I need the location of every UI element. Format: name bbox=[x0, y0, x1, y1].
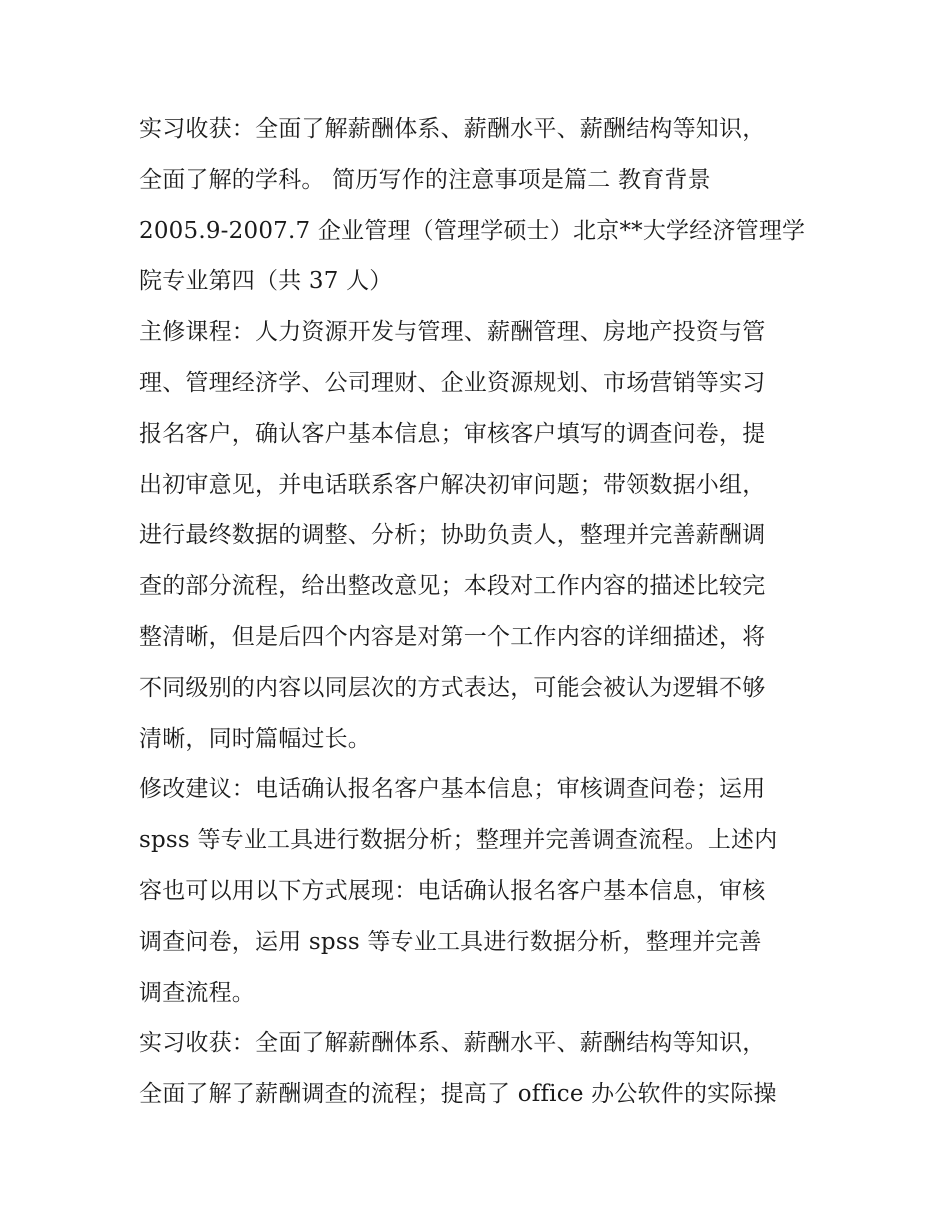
text-line: 清晰，同时篇幅过长。 bbox=[139, 725, 371, 752]
text-line: 整清晰，但是后四个内容是对第一个工作内容的详细描述，将 bbox=[139, 623, 766, 650]
text-line: 出初审意见，并电话联系客户解决初审问题；带领数据小组， bbox=[139, 471, 766, 498]
text-line: 调查流程。 bbox=[139, 979, 255, 1006]
text-line: 调查问卷，运用 spss 等专业工具进行数据分析，整理并完善 bbox=[139, 928, 762, 955]
text-line: 实习收获：全面了解薪酬体系、薪酬水平、薪酬结构等知识， bbox=[139, 1030, 766, 1057]
text-line: 不同级别的内容以同层次的方式表达，可能会被认为逻辑不够 bbox=[139, 674, 766, 701]
text-line: 院专业第四（共 37 人） bbox=[139, 268, 393, 295]
text-line: 查的部分流程，给出整改意见；本段对工作内容的描述比较完 bbox=[139, 573, 766, 600]
text-line: 进行最终数据的调整、分析；协助负责人，整理并完善薪酬调 bbox=[139, 522, 766, 549]
text-line: 2005.9-2007.7 企业管理（管理学硕士）北京**大学经济管理学 bbox=[139, 217, 806, 244]
text-line: 报名客户，确认客户基本信息；审核客户填写的调查问卷，提 bbox=[139, 420, 766, 447]
text-line: 全面了解的学科。 简历写作的注意事项是篇二 教育背景 bbox=[139, 166, 711, 193]
text-line: spss 等专业工具进行数据分析；整理并完善调查流程。上述内 bbox=[139, 827, 778, 854]
text-line: 实习收获：全面了解薪酬体系、薪酬水平、薪酬结构等知识， bbox=[139, 116, 766, 142]
text-line: 理、管理经济学、公司理财、企业资源规划、市场营销等实习 bbox=[139, 369, 766, 396]
text-line: 全面了解了薪酬调查的流程；提高了 office 办公软件的实际操 bbox=[139, 1081, 777, 1108]
text-line: 修改建议：电话确认报名客户基本信息；审核调查问卷；运用 bbox=[139, 776, 766, 803]
text-line: 主修课程：人力资源开发与管理、薪酬管理、房地产投资与管 bbox=[139, 319, 766, 346]
text-line: 容也可以用以下方式展现：电话确认报名客户基本信息，审核 bbox=[139, 877, 766, 904]
document-body bbox=[139, 104, 819, 1120]
